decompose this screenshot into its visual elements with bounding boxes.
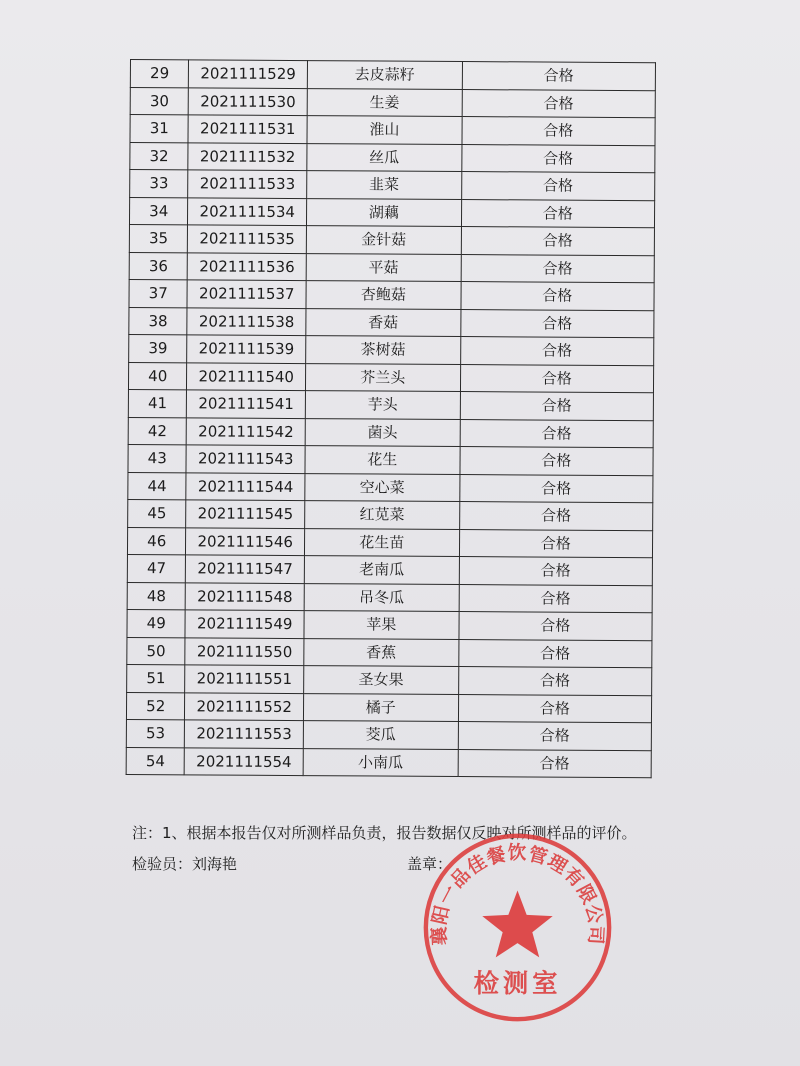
row-number: 49 xyxy=(127,609,186,637)
row-number: 36 xyxy=(129,252,188,280)
table-row xyxy=(127,527,652,558)
sample-name: 丝瓜 xyxy=(307,143,462,171)
table-row xyxy=(130,60,655,91)
sample-name: 平菇 xyxy=(306,253,461,281)
test-result: 合格 xyxy=(460,337,654,366)
sample-name: 淮山 xyxy=(307,116,462,144)
test-result: 合格 xyxy=(459,474,653,503)
sample-name: 香菇 xyxy=(306,308,461,336)
sample-code: 2021111540 xyxy=(187,362,306,390)
sample-code: 2021111539 xyxy=(187,335,306,363)
row-number: 29 xyxy=(130,60,189,88)
test-result: 合格 xyxy=(462,89,656,118)
sample-name: 苹果 xyxy=(304,611,459,639)
sample-name: 红苋菜 xyxy=(305,501,460,529)
sample-code: 2021111541 xyxy=(187,390,306,418)
sample-name: 菌头 xyxy=(305,418,460,446)
test-result: 合格 xyxy=(460,392,654,421)
sample-name: 茶树菇 xyxy=(306,336,461,364)
test-result: 合格 xyxy=(459,584,653,613)
table-row xyxy=(129,279,654,310)
sample-code: 2021111535 xyxy=(188,225,307,253)
sample-name: 花生苗 xyxy=(305,528,460,556)
test-result: 合格 xyxy=(461,172,655,201)
sample-code: 2021111537 xyxy=(187,280,306,308)
table-row xyxy=(128,417,653,448)
row-number: 34 xyxy=(129,197,188,225)
sample-name: 老南瓜 xyxy=(304,556,459,584)
sample-name: 空心菜 xyxy=(305,473,460,501)
sample-code: 2021111545 xyxy=(186,500,305,528)
table-row xyxy=(130,115,655,146)
sample-code: 2021111547 xyxy=(186,555,305,583)
row-number: 39 xyxy=(129,334,188,362)
test-result: 合格 xyxy=(458,667,652,696)
sample-code: 2021111543 xyxy=(186,445,305,473)
table-row xyxy=(128,472,653,503)
table-row xyxy=(129,252,654,283)
sample-code: 2021111533 xyxy=(188,170,307,198)
sample-name: 去皮蒜籽 xyxy=(307,61,462,89)
test-result: 合格 xyxy=(461,254,655,283)
test-result: 合格 xyxy=(461,282,655,311)
row-number: 54 xyxy=(126,747,185,775)
row-number: 46 xyxy=(127,527,186,555)
row-number: 31 xyxy=(130,115,189,143)
test-result: 合格 xyxy=(462,117,656,146)
row-number: 42 xyxy=(128,417,187,445)
sample-code: 2021111531 xyxy=(188,115,307,143)
table-body xyxy=(126,60,655,778)
table-row xyxy=(128,444,653,475)
sample-code: 2021111548 xyxy=(186,582,305,610)
table-row xyxy=(129,334,654,365)
table-row xyxy=(130,87,655,118)
sample-name: 吊冬瓜 xyxy=(304,583,459,611)
test-result: 合格 xyxy=(458,722,652,751)
table-row xyxy=(129,307,654,338)
table-row xyxy=(130,142,655,173)
row-number: 48 xyxy=(127,582,186,610)
table-row xyxy=(128,499,653,530)
seal-center-text: 检测室 xyxy=(473,967,562,998)
test-result: 合格 xyxy=(460,447,654,476)
sample-code: 2021111538 xyxy=(187,307,306,335)
test-result: 合格 xyxy=(460,364,654,393)
sample-name: 香蕉 xyxy=(304,638,459,666)
sample-code: 2021111554 xyxy=(185,747,304,775)
test-result: 合格 xyxy=(462,62,656,91)
sample-code: 2021111549 xyxy=(185,610,304,638)
sample-code: 2021111550 xyxy=(185,637,304,665)
test-result: 合格 xyxy=(459,557,653,586)
sample-name: 橘子 xyxy=(303,693,458,721)
row-number: 52 xyxy=(126,692,185,720)
sample-code: 2021111534 xyxy=(188,197,307,225)
sample-name: 芋头 xyxy=(305,391,460,419)
table-row xyxy=(128,389,653,420)
seal-ring-text: 襄阳一品佳餐饮管理有限公司 xyxy=(428,843,607,946)
sample-code: 2021111542 xyxy=(187,417,306,445)
company-seal-stamp xyxy=(420,830,615,1025)
table-row xyxy=(128,362,653,393)
sample-code: 2021111546 xyxy=(186,527,305,555)
test-result: 合格 xyxy=(461,227,655,256)
sample-code: 2021111544 xyxy=(186,472,305,500)
test-result: 合格 xyxy=(461,199,655,228)
row-number: 32 xyxy=(130,142,189,170)
row-number: 30 xyxy=(130,87,189,115)
table-row xyxy=(127,582,652,613)
table-row xyxy=(129,224,654,255)
table-row xyxy=(126,692,651,723)
sample-name: 小南瓜 xyxy=(303,748,458,776)
row-number: 51 xyxy=(127,664,186,692)
row-number: 37 xyxy=(129,279,188,307)
sample-code: 2021111551 xyxy=(185,665,304,693)
test-result: 合格 xyxy=(458,694,652,723)
sample-name: 生姜 xyxy=(307,88,462,116)
table-row xyxy=(127,637,652,668)
sample-code: 2021111536 xyxy=(188,252,307,280)
seal-label: 盖章： xyxy=(407,855,453,873)
row-number: 43 xyxy=(128,444,187,472)
test-result: 合格 xyxy=(459,502,653,531)
test-result: 合格 xyxy=(459,529,653,558)
sample-code: 2021111552 xyxy=(185,692,304,720)
row-number: 50 xyxy=(127,637,186,665)
row-number: 38 xyxy=(129,307,188,335)
sample-code: 2021111532 xyxy=(188,142,307,170)
table-row xyxy=(126,747,651,778)
test-result: 合格 xyxy=(458,749,652,778)
sample-name: 圣女果 xyxy=(304,666,459,694)
row-number: 35 xyxy=(129,224,188,252)
row-number: 40 xyxy=(128,362,187,390)
sample-name: 杏鲍菇 xyxy=(306,281,461,309)
sample-name: 花生 xyxy=(305,446,460,474)
sample-code: 2021111529 xyxy=(189,60,308,88)
star-icon xyxy=(482,890,552,957)
sample-name: 茭瓜 xyxy=(303,721,458,749)
inspection-results-table xyxy=(126,59,656,778)
test-result: 合格 xyxy=(460,309,654,338)
sample-code: 2021111553 xyxy=(185,720,304,748)
row-number: 41 xyxy=(128,389,187,417)
table-row xyxy=(126,719,651,750)
table-row xyxy=(129,197,654,228)
row-number: 33 xyxy=(130,170,189,198)
sample-code: 2021111530 xyxy=(189,87,308,115)
row-number: 47 xyxy=(127,554,186,582)
footer-note: 注：1、根据本报告仅对所测样品负责，报告数据仅反映对所测样品的评价。 xyxy=(132,824,637,842)
row-number: 53 xyxy=(126,719,185,747)
test-result: 合格 xyxy=(460,419,654,448)
row-number: 44 xyxy=(128,472,187,500)
table-row xyxy=(127,609,652,640)
table-row xyxy=(127,554,652,585)
inspector-line: 检验员：刘海艳 xyxy=(132,855,238,873)
test-result: 合格 xyxy=(459,612,653,641)
sample-name: 湖藕 xyxy=(307,198,462,226)
sample-name: 芥兰头 xyxy=(306,363,461,391)
table-row xyxy=(127,664,652,695)
sample-name: 韭菜 xyxy=(307,171,462,199)
sample-name: 金针菇 xyxy=(306,226,461,254)
test-result: 合格 xyxy=(458,639,652,668)
table-row xyxy=(130,170,655,201)
test-result: 合格 xyxy=(461,144,655,173)
row-number: 45 xyxy=(128,499,187,527)
